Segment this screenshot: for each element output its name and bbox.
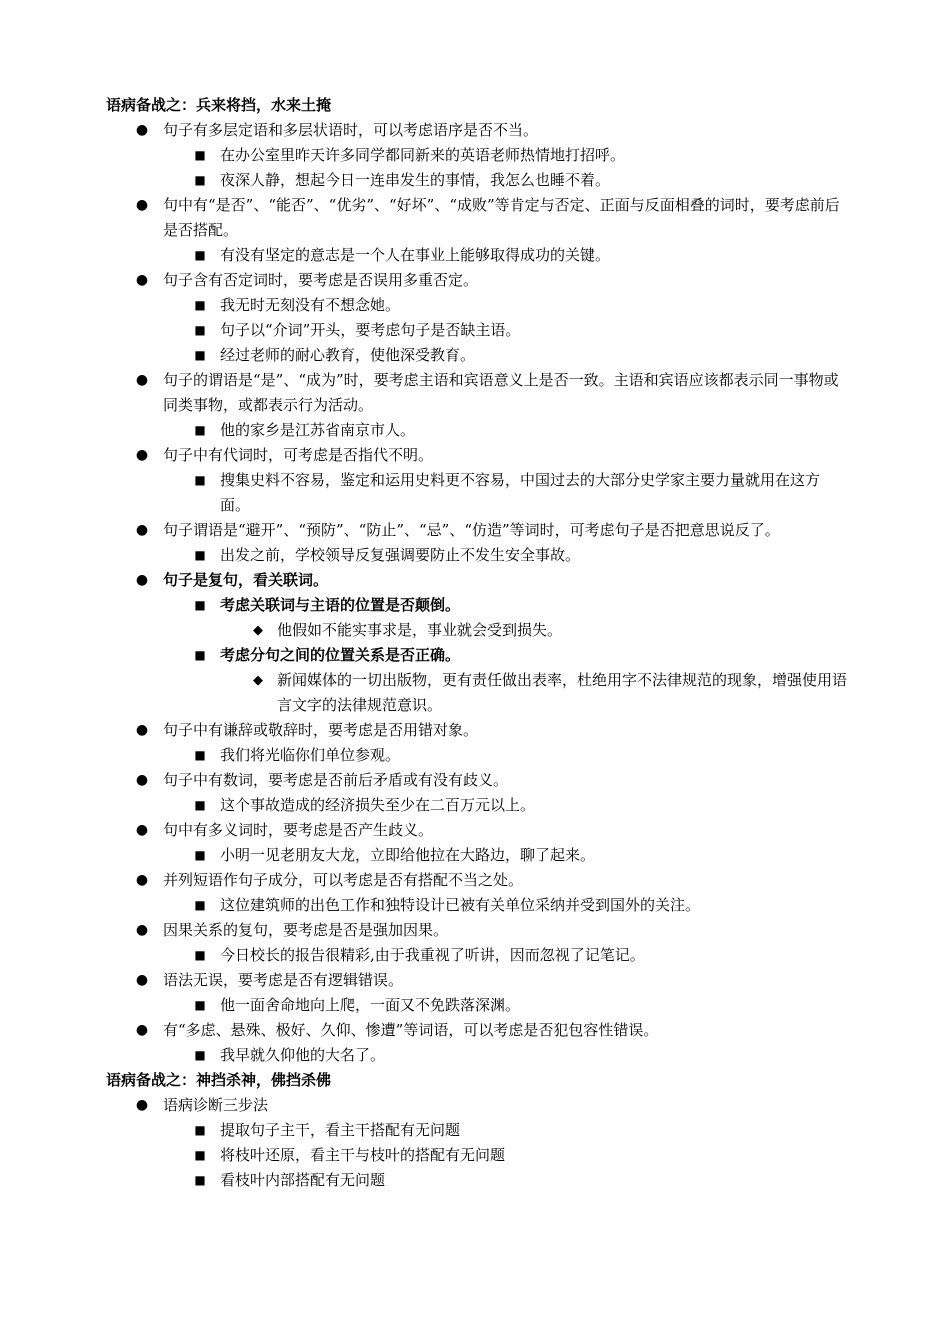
list-item-level-1 (135, 1093, 846, 1118)
bullet-square-icon: ■ (194, 948, 206, 962)
list-item-text: 句子含有否定词时，要考虑是否误用多重否定。 (163, 271, 479, 289)
list-item-text: 因果关系的复句，要考虑是否是强加因果。 (163, 921, 449, 939)
list-item-text: 有没有坚定的意志是一个人在事业上能够取得成功的关键。 (220, 246, 611, 264)
list-item-level-2 (194, 793, 846, 818)
bullet-dot-icon: ● (135, 1022, 149, 1038)
list-item-level-2 (194, 143, 846, 168)
bullet-square-icon: ■ (194, 748, 206, 762)
bullet-dot-icon: ● (135, 122, 149, 138)
list-item-text: 这位建筑师的出色工作和独特设计已被有关单位采纳并受到国外的关注。 (220, 896, 701, 914)
bullet-dot-icon: ● (135, 922, 149, 938)
section-heading: 语病备战之：神挡杀神，佛挡杀佛 (106, 1071, 332, 1089)
list-item-level-1 (135, 868, 846, 893)
bullet-dot-icon: ● (135, 272, 149, 288)
list-item-level-2 (194, 318, 846, 343)
list-item-text: 句中有“是否”、“能否”、“优劣”、“好坏”、“成败”等肯定与否定、正面与反面相叠的词时，要考虑前后是否搭配。 (163, 196, 840, 239)
section-heading: 语病备战之：兵来将挡，水来土掩 (106, 96, 332, 114)
bullet-square-icon: ■ (194, 1173, 206, 1187)
bullet-dot-icon: ● (135, 197, 149, 213)
list-item-text: 我无时无刻没有不想念她。 (220, 296, 401, 314)
list-item-text: 今日校长的报告很精彩,由于我重视了听讲，因而忽视了记笔记。 (220, 946, 645, 964)
bullet-dot-icon: ● (135, 772, 149, 788)
bullet-dot-icon: ● (135, 572, 149, 588)
bullet-square-icon: ■ (194, 148, 206, 162)
list-item-text: 句子中有谦辞或敬辞时，要考虑是否用错对象。 (163, 721, 479, 739)
bullet-square-icon: ■ (194, 898, 206, 912)
list-item-level-1 (135, 268, 846, 293)
list-item-level-1 (135, 193, 846, 243)
bullet-diamond-icon: ◆ (253, 623, 263, 638)
list-item-text: 新闻媒体的一切出版物，更有责任做出表率，杜绝用字不法律规范的现象，增强使用语言文字的法律规范意识。 (277, 671, 848, 714)
list-item-text: 我们将光临你们单位参观。 (220, 746, 401, 764)
list-item-text: 夜深人静，想起今日一连串发生的事情，我怎么也睡不着。 (220, 171, 611, 189)
bullet-square-icon: ■ (194, 298, 206, 312)
bullet-dot-icon: ● (135, 447, 149, 463)
list-item-text: 他假如不能实事求是，事业就会受到损失。 (277, 621, 563, 639)
list-item-level-1 (135, 818, 846, 843)
list-item-level-2 (194, 243, 846, 268)
list-item-level-1 (135, 368, 846, 418)
list-item-text: 他一面舍命地向上爬，一面又不免跌落深渊。 (220, 996, 521, 1014)
bullet-dot-icon: ● (135, 722, 149, 738)
list-item-text: 提取句子主干，看主干搭配有无问题 (220, 1121, 461, 1139)
bullet-square-icon: ■ (194, 648, 206, 662)
list-item-level-1 (135, 568, 846, 593)
list-item-text: 句中有多义词时，要考虑是否产生歧义。 (163, 821, 434, 839)
list-item-text: 搜集史料不容易，鉴定和运用史料更不容易，中国过去的大部分史学家主要力量就用在这方面。 (220, 471, 821, 514)
list-item-level-2 (194, 293, 846, 318)
list-item-level-2 (194, 343, 846, 368)
list-item-text: 句子以“介词”开头，要考虑句子是否缺主语。 (220, 321, 521, 339)
bullet-square-icon: ■ (194, 323, 206, 337)
list-item-level-1 (135, 768, 846, 793)
list-item-text: 有“多虑、悬殊、极好、久仰、惨遭”等词语，可以考虑是否犯包容性错误。 (163, 1021, 659, 1039)
list-item-level-1 (135, 1018, 846, 1043)
list-item-text: 语病诊断三步法 (163, 1096, 269, 1114)
list-item-text: 并列短语作句子成分，可以考虑是否有搭配不当之处。 (163, 871, 524, 889)
list-item-level-1 (135, 518, 846, 543)
list-item-level-2 (194, 168, 846, 193)
bullet-square-icon: ■ (194, 348, 206, 362)
list-item-level-2 (194, 1043, 846, 1068)
list-item-text: 句子的谓语是“是”、“成为”时，要考虑主语和宾语意义上是否一致。主语和宾语应该都表示同一事物或同类事物，或都表示行为活动。 (163, 371, 839, 414)
list-item-level-2 (194, 743, 846, 768)
list-item-text: 句子中有代词时，可考虑是否指代不明。 (163, 446, 434, 464)
list-item-level-1 (135, 718, 846, 743)
list-item-level-2 (194, 643, 846, 668)
list-item-level-3 (253, 668, 856, 718)
bullet-dot-icon: ● (135, 372, 149, 388)
list-item-level-2 (194, 418, 846, 443)
list-item-text: 将枝叶还原，看主干与枝叶的搭配有无问题 (220, 1146, 506, 1164)
bullet-square-icon: ■ (194, 798, 206, 812)
bullet-square-icon: ■ (194, 548, 206, 562)
list-item-text: 小明一见老朋友大龙，立即给他拉在大路边，聊了起来。 (220, 846, 596, 864)
bullet-square-icon: ■ (194, 473, 206, 487)
list-item-text: 他的家乡是江苏省南京市人。 (220, 421, 416, 439)
list-item-level-2 (194, 893, 846, 918)
bullet-square-icon: ■ (194, 173, 206, 187)
list-item-level-2 (194, 1143, 846, 1168)
list-item-level-2 (194, 468, 846, 518)
list-item-level-2 (194, 593, 846, 618)
list-item-text: 考虑关联词与主语的位置是否颠倒。 (220, 596, 461, 614)
list-item-text: 出发之前，学校领导反复强调要防止不发生安全事故。 (220, 546, 581, 564)
list-item-level-2 (194, 993, 846, 1018)
list-item-level-1 (135, 118, 846, 143)
bullet-square-icon: ■ (194, 1148, 206, 1162)
list-item-level-2 (194, 1168, 846, 1193)
bullet-dot-icon: ● (135, 972, 149, 988)
list-item-level-2 (194, 543, 846, 568)
list-item-text: 在办公室里昨天许多同学都同新来的英语老师热情地打招呼。 (220, 146, 626, 164)
bullet-dot-icon: ● (135, 522, 149, 538)
list-item-text: 语法无误，要考虑是否有逻辑错误。 (163, 971, 404, 989)
bullet-square-icon: ■ (194, 423, 206, 437)
list-item-text: 看枝叶内部搭配有无问题 (220, 1171, 386, 1189)
list-item-level-1 (135, 443, 846, 468)
bullet-square-icon: ■ (194, 1123, 206, 1137)
list-item-level-1 (135, 918, 846, 943)
bullet-square-icon: ■ (194, 848, 206, 862)
list-item-text: 考虑分句之间的位置关系是否正确。 (220, 646, 461, 664)
bullet-square-icon: ■ (194, 998, 206, 1012)
list-item-text: 句子是复句，看关联词。 (163, 571, 329, 589)
list-item-level-1 (135, 968, 846, 993)
list-item-text: 句子中有数词，要考虑是否前后矛盾或有没有歧义。 (163, 771, 509, 789)
list-item-level-2 (194, 943, 846, 968)
list-item-text: 经过老师的耐心教育，使他深受教育。 (220, 346, 476, 364)
bullet-square-icon: ■ (194, 248, 206, 262)
list-item-level-3 (253, 618, 856, 643)
bullet-dot-icon: ● (135, 1097, 149, 1113)
bullet-dot-icon: ● (135, 872, 149, 888)
list-item-text: 句子有多层定语和多层状语时，可以考虑语序是否不当。 (163, 121, 539, 139)
bullet-square-icon: ■ (194, 1048, 206, 1062)
list-item-level-2 (194, 843, 846, 868)
bullet-dot-icon: ● (135, 822, 149, 838)
list-item-text: 这个事故造成的经济损失至少在二百万元以上。 (220, 796, 536, 814)
bullet-square-icon: ■ (194, 598, 206, 612)
list-item-text: 我早就久仰他的大名了。 (220, 1046, 386, 1064)
bullet-diamond-icon: ◆ (253, 673, 263, 688)
list-item-text: 句子谓语是“避开”、“预防”、“防止”、“忌”、“仿造”等词时，可考虑句子是否把意思说反了。 (163, 521, 780, 539)
list-item-level-2 (194, 1118, 846, 1143)
